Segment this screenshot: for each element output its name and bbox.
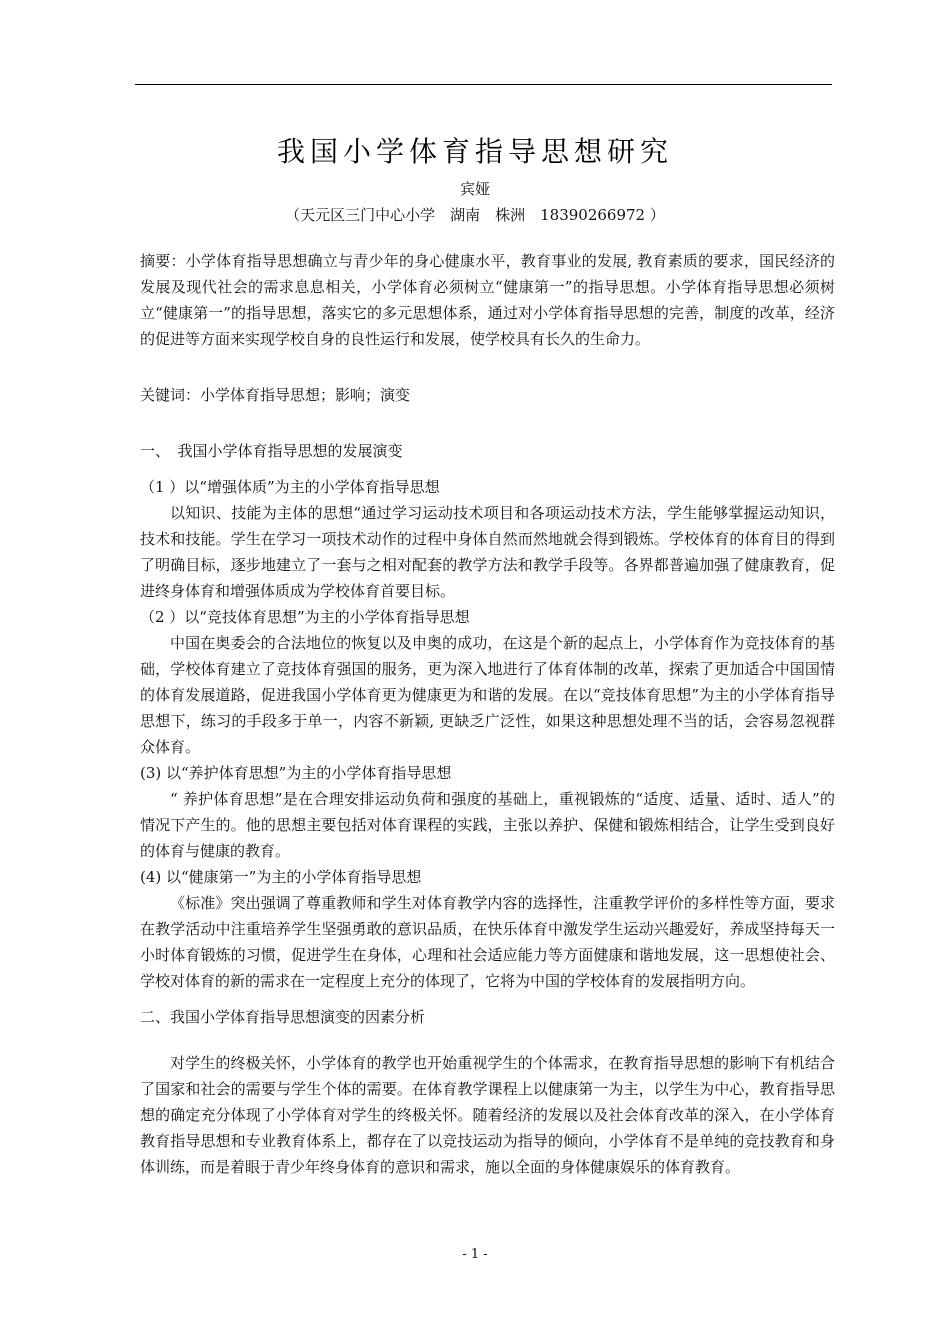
- abstract-paragraph: 摘要：小学体育指导思想确立与青少年的身心健康水平，教育事业的发展, 教育素质的要求，国民经济的发展及现代社会的需求息息相关，小学体育必须树立“健康第一”的指导思想。小学体育指导思想必须树立“健康第一”的指导思想，落实它的多元思想体系，通过对小学体育指导思想的完善，制度的改革，经济的促进等方面来实现学校自身的良性运行和发展，使学校具有长久的生命力。: [140, 252, 835, 348]
- keywords-line: 关键词：小学体育指导思想；影响；演变: [140, 386, 411, 404]
- subsection-2-paragraph: 中国在奥委会的合法地位的恢复以及申奥的成功，在这是个新的起点上，小学体育作为竞技体育的基础，学校体育建立了竞技体育强国的服务，更为深入地进行了体育体制的改革，探索了更加适合中国国情的体育发展道路，促进我国小学体育更为健康更为和谐的发展。在以“竞技体育思想”为主的小学体育指导思想下，练习的手段多于单一，内容不新颖, 更缺乏广泛性，如果这种思想处理不当的话，会容易忽视群众体育。: [140, 634, 835, 756]
- subsection-1-paragraph: 以知识、技能为主体的思想“通过学习运动技术项目和各项运动技术方法，学生能够掌握运动知识，技术和技能。学生在学习一项技术动作的过程中身体自然而然地就会得到锻炼。学校体育的体育目的得到了明确目标，逐步地建立了一套与之相对配套的教学方法和教学手段等。各界都普遍加强了健康教育，促进终身体育和增强体质成为学校体育首要目标。: [140, 504, 835, 600]
- page-number: - 1 -: [462, 1247, 488, 1262]
- author-name: 宾娅: [459, 180, 490, 198]
- subsection-4-paragraph: 《标准》突出强调了尊重教师和学生对体育教学内容的选择性，注重教学评价的多样性等方面，要求在教学活动中注重培养学生坚强勇敢的意识品质，在快乐体育中激发学生运动兴趣爱好，养成坚持每天一小时体育锻炼的习惯，促进学生在身体，心理和社会适应能力等方面健康和谐地发展，这一思想使社会、学校对体育的新的需求在一定程度上充分的体现了，它将为中国的学校体育的发展指明方向。: [140, 894, 835, 990]
- section-2-paragraph: 对学生的终极关怀，小学体育的教学也开始重视学生的个体需求，在教育指导思想的影响下有机结合了国家和社会的需要与学生个体的需要。在体育教学课程上以健康第一为主，以学生为中心，教育指导思想的确定充分体现了小学体育对学生的终极关怀。随着经济的发展以及社会体育改革的深入，在小学体育教育指导思想和专业教育体系上，都存在了以竞技运动为指导的倾向，小学体育不是单纯的竞技教育和身体训练，而是着眼于青少年终身体育的意识和需求，施以全面的身体健康娱乐的体育教育。: [140, 1054, 835, 1176]
- author-affiliation: （天元区三门中心小学 湖南 株洲 18390266972 ）: [285, 206, 665, 224]
- subsection-2-heading: （2 ）以“竞技体育思想”为主的小学体育指导思想: [140, 608, 470, 626]
- section-2-heading: 二、我国小学体育指导思想演变的因素分析: [140, 1008, 426, 1026]
- subsection-3-heading: (3) 以“养护体育思想”为主的小学体育指导思想: [140, 764, 452, 782]
- subsection-1-heading: （1 ）以“增强体质”为主的小学体育指导思想: [140, 478, 440, 496]
- section-1-heading: 一、 我国小学体育指导思想的发展演变: [140, 442, 403, 460]
- subsection-3-paragraph: “ 养护体育思想”是在合理安排运动负荷和强度的基础上，重视锻炼的“适度、适量、适时、适人”的情况下产生的。他的思想主要包括对体育课程的实践，主张以养护、保健和锻炼相结合，让学生受到良好的体育与健康的教育。: [140, 790, 835, 860]
- header-rule: [135, 84, 832, 85]
- subsection-4-heading: (4) 以“健康第一”为主的小学体育指导思想: [140, 868, 422, 886]
- document-title: 我国小学体育指导思想研究: [276, 135, 673, 168]
- document-body: [140, 248, 835, 1180]
